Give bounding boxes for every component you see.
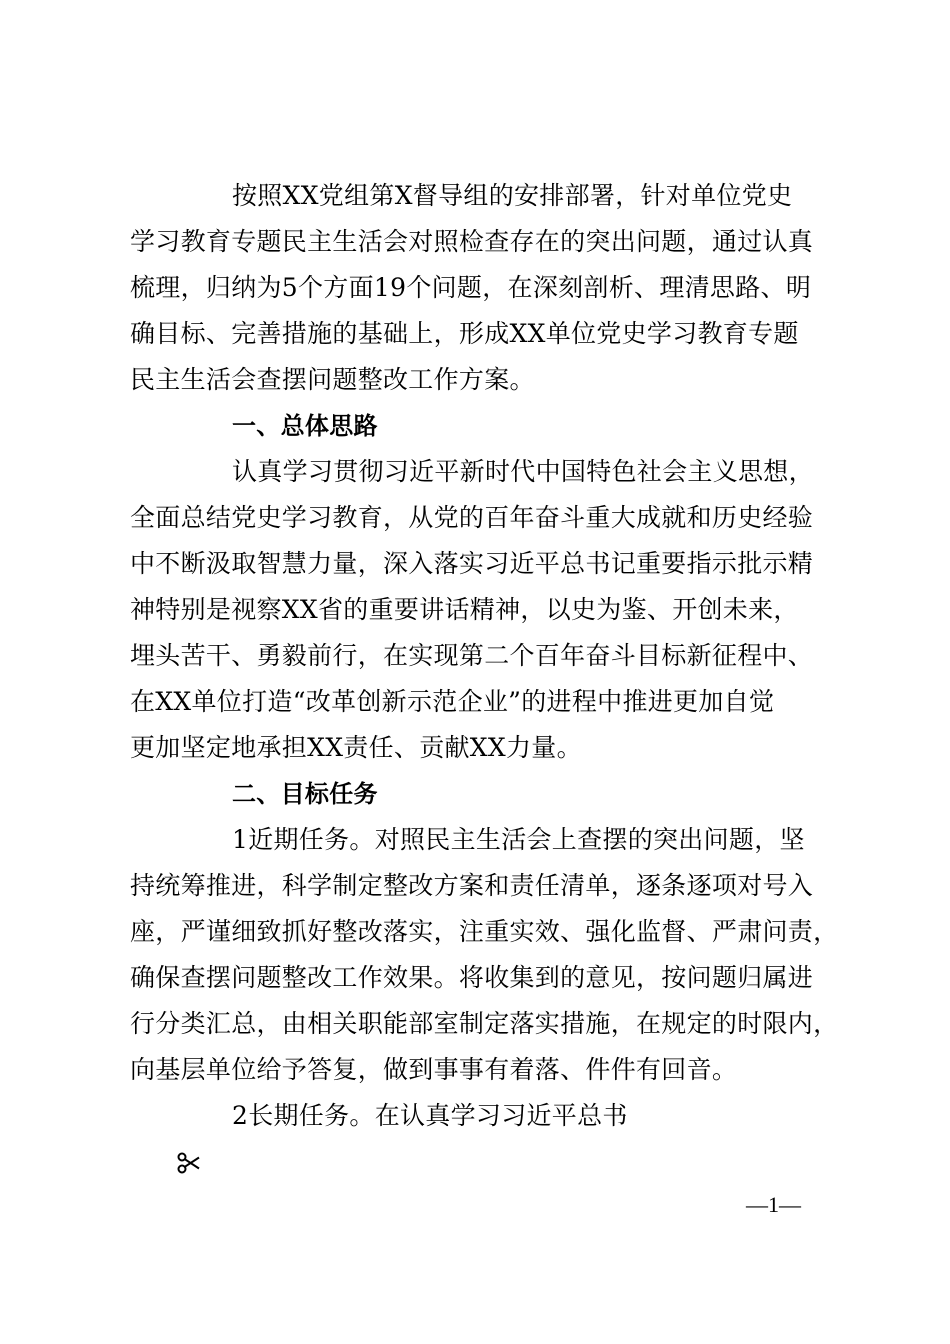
section1-line-7: 更加坚定地承担XX责任、贡献XX力量。 <box>130 733 582 762</box>
page-number: —1— <box>746 1192 801 1217</box>
intro-line-5: 民主生活会查摆问题整改工作方案。 <box>130 365 535 394</box>
intro-line-2: 学习教育专题民主生活会对照检查存在的突出问题，通过认真 <box>130 227 814 256</box>
intro-line-4: 确目标、完善措施的基础上，形成XX单位党史学习教育专题 <box>130 319 799 348</box>
section2-item1-line-2: 持统筹推进，科学制定整改方案和责任清单，逐条逐项对号入 <box>130 871 814 900</box>
section2-item1-line-5: 行分类汇总，由相关职能部室制定落实措施，在规定的时限内， <box>130 1009 839 1038</box>
section1-line-4: 神特别是视察XX省的重要讲话精神，以史为鉴、开创未来， <box>130 595 799 624</box>
section2-item1-line-4: 确保查摆问题整改工作效果。将收集到的意见，按问题归属进 <box>130 963 814 992</box>
intro-line-3: 梳理，归纳为5个方面19个问题，在深刻剖析、理清思路、明 <box>130 273 812 302</box>
section1-line-2: 全面总结党史学习教育，从党的百年奋斗重大成就和历史经验 <box>130 503 814 532</box>
section-heading-goals-tasks: 二、目标任务 <box>232 780 378 808</box>
section1-line-3: 中不断汲取智慧力量，深入落实习近平总书记重要指示批示精 <box>130 549 814 578</box>
section-heading-overall-approach: 一、总体思路 <box>232 412 378 440</box>
section2-item1-line-3: 座，严谨细致抓好整改落实，注重实效、强化监督、严肃问责， <box>130 917 839 946</box>
section2-item1-line-6: 向基层单位给予答复，做到事事有着落、件件有回音。 <box>130 1055 738 1084</box>
section2-item1-line-1: 1近期任务。对照民主生活会上查摆的突出问题，坚 <box>232 825 805 854</box>
section2-item2-line-1: 2长期任务。在认真学习习近平总书 <box>232 1101 628 1130</box>
scissors-icon <box>176 1150 202 1176</box>
section1-line-1: 认真学习贯彻习近平新时代中国特色社会主义思想， <box>232 457 814 486</box>
section1-line-6: 在XX单位打造“改革创新示范企业”的进程中推进更加自觉 <box>130 687 775 716</box>
section1-line-5: 埋头苦干、勇毅前行，在实现第二个百年奋斗目标新征程中、 <box>130 641 814 670</box>
intro-line-1: 按照XX党组第X督导组的安排部署，针对单位党史 <box>232 181 793 210</box>
